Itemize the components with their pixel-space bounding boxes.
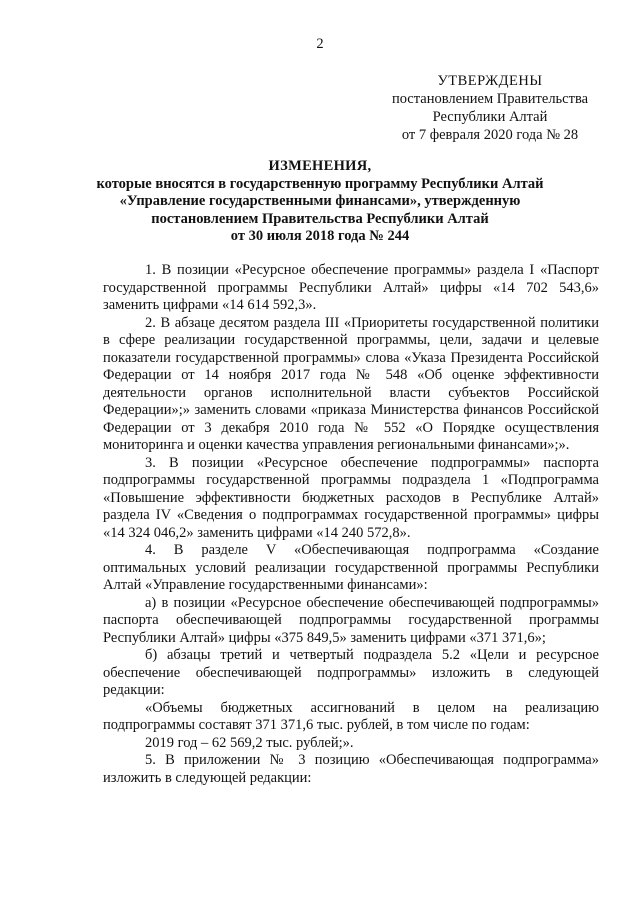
title-line-4: от 30 июля 2018 года № 244 [230,228,410,244]
paragraph-4a: а) в позиции «Ресурсное обеспечение обеспечивающей подпрограммы» паспорта обеспечивающей подпрограммы государственной программы Республики Алтай» цифры «375 849,5» заменить цифрами «371 371,6»; [103,594,599,646]
title-line-1: которые вносятся в государственную программу Республики Алтай [96,175,544,192]
paragraph-1: 1. В позиции «Ресурсное обеспечение программы» раздела I «Паспорт государственной программы Республики Алтай» цифры «14 702 543,6» заменить цифрами «14 614 592,3». [103,262,599,313]
title-line-3: постановлением Правительства Республики Алтай [151,210,489,227]
document-body [103,262,599,787]
paragraph-quote: «Объемы бюджетных ассигнований в целом на реализацию подпрограммы составят 371 371,6 тыс. рублей, в том числе по годам: [103,699,599,733]
paragraph-5: 5. В приложении № 3 позицию «Обеспечивающая подпрограмма» изложить в следующей редакции: [103,752,599,786]
paragraph-4b: б) абзацы третий и четвертый подраздела 5.2 «Цели и ресурсное обеспечение обеспечивающей подпрограммы» изложить в следующей редакции: [103,647,599,698]
paragraph-2: 2. В абзаце десятом раздела III «Приоритеты государственной политики в сфере реализации государственной программы, цели, задачи и целевые показатели государственной программы» слова «Указа Президента Российской Федерации от 14 ноября 2017 года № 548 «Об оценке эффективности деятельности органов исполнительной власти субъектов Российской Федерации»;» заменить словами «приказа Министерства финансов Российской Федерации от 3 декабря 2010 года № 552 «О Порядке осуществления мониторинга и оценки качества управления региональными финансами»;». [103,314,599,453]
approval-line-3: от 7 февраля 2020 года № 28 [401,127,579,143]
title-main: ИЗМЕНЕНИЯ, [268,158,372,174]
paragraph-year-2019: 2019 год – 62 569,2 тыс. рублей;». [145,734,354,751]
paragraph-3: 3. В позиции «Ресурсное обеспечение подпрограммы» паспорта подпрограммы государственной программы подраздела 1 «Подпрограмма «Повышение эффективности бюджетных расходов в Республике Алтай» раздела IV «Сведения о подпрограммах государственной программы» цифры «14 324 046,2» заменить цифрами «14 240 572,8». [103,454,599,541]
approval-heading: УТВЕРЖДЕНЫ [437,73,543,89]
approval-line-1: постановлением Правительства [391,91,589,107]
page-number: 2 [316,36,324,52]
document-title [90,158,550,246]
paragraph-4: 4. В разделе V «Обеспечивающая подпрограмма «Создание оптимальных условий реализации государственной программы Республики Алтай «Управление государственными финансами»: [103,542,599,593]
title-line-2: «Управление государственными финансами», утвержденную [119,193,521,209]
approval-line-2: Республики Алтай [432,109,548,125]
approval-stamp [360,72,620,144]
